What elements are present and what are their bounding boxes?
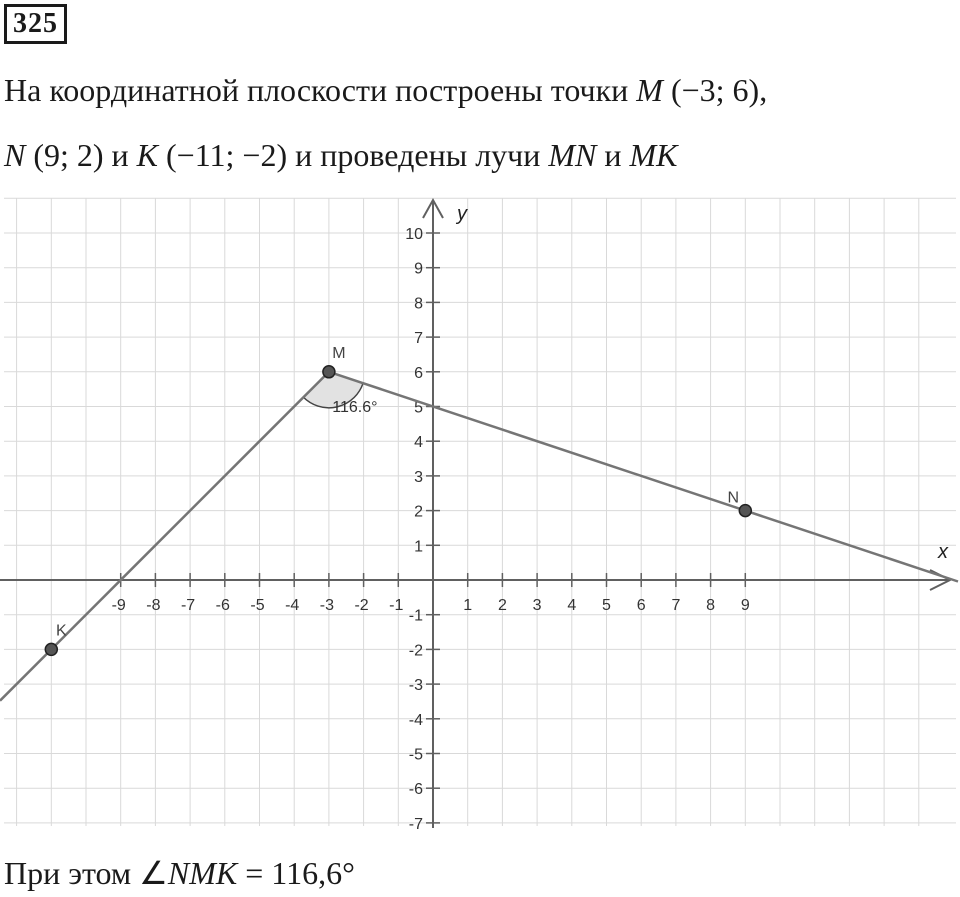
x-tick-label: 8 (706, 597, 716, 614)
statement-line-1 (4, 70, 767, 110)
x-tick-label: 5 (602, 597, 611, 614)
ray-mk-name: MK (629, 137, 678, 173)
x-tick-label: -9 (111, 597, 126, 614)
statement-text: На координатной плоскости построены точки (4, 72, 637, 108)
x-tick-label: -4 (285, 597, 300, 614)
y-tick-label: -7 (408, 815, 423, 830)
x-tick-label: -2 (354, 597, 369, 614)
x-tick-label: -8 (146, 597, 161, 614)
x-tick-label: 9 (740, 597, 750, 614)
y-tick-label: -2 (408, 642, 423, 660)
y-tick-label: -3 (408, 677, 423, 695)
angle-name: NMK (167, 855, 238, 891)
y-tick-label: 1 (414, 538, 423, 556)
y-tick-label: 9 (414, 260, 423, 278)
point-n-coords: (9; 2) и (25, 137, 137, 173)
grid (4, 198, 956, 826)
angle-value: = 116,6° (237, 855, 355, 891)
x-tick-label: -1 (389, 597, 404, 614)
conclusion (4, 853, 355, 893)
y-tick-label: 7 (414, 330, 423, 348)
x-tick-label: -5 (250, 597, 265, 614)
ray-mn-name: MN (548, 137, 597, 173)
y-tick-label: 2 (414, 503, 423, 521)
y-tick-label: -4 (408, 711, 423, 729)
y-tick-label: 5 (414, 399, 423, 417)
point-m (323, 366, 335, 378)
x-tick-label: 3 (532, 597, 542, 614)
point-label-k: K (55, 622, 67, 640)
y-tick-label: 3 (414, 468, 423, 486)
point-label-n: N (727, 489, 740, 507)
y-tick-label: 4 (414, 434, 423, 452)
x-tick-label: 7 (671, 597, 681, 614)
x-axis-label: x (938, 541, 948, 563)
y-tick-label: 6 (414, 364, 423, 382)
coordinate-plane (0, 190, 960, 830)
problem-number: 325 (4, 4, 67, 44)
ticks (112, 226, 750, 830)
point-k-name: K (136, 137, 159, 173)
point-m-coords: (−3; 6), (662, 72, 768, 108)
point-m-name: M (636, 72, 663, 108)
point-k-coords: (−11; −2) и проведены лучи (158, 137, 549, 173)
y-axis-label: y (457, 203, 467, 225)
angle-label: 116.6° (332, 398, 378, 416)
y-tick-label: 10 (405, 226, 423, 243)
x-tick-label: 4 (567, 597, 577, 614)
x-tick-label: 6 (636, 597, 646, 614)
axes (0, 200, 950, 828)
y-tick-label: -6 (408, 781, 423, 799)
point-n (739, 505, 751, 517)
x-tick-label: 1 (463, 597, 473, 614)
y-tick-label: -5 (408, 746, 423, 764)
x-tick-label: -3 (319, 597, 335, 614)
y-tick-label: 8 (414, 295, 423, 313)
conclusion-prefix: При этом ∠ (4, 855, 168, 891)
point-n-name: N (4, 137, 26, 173)
x-tick-label: 2 (497, 597, 507, 614)
y-tick-label: -1 (408, 607, 423, 625)
conjunction-and: и (596, 137, 630, 173)
statement-line-2 (4, 135, 678, 175)
x-tick-label: -7 (180, 597, 196, 614)
ray-mn (329, 372, 958, 582)
angle-layer (303, 372, 377, 416)
point-label-m: M (332, 344, 346, 362)
x-tick-label: -6 (215, 597, 230, 614)
point-k (45, 643, 57, 655)
